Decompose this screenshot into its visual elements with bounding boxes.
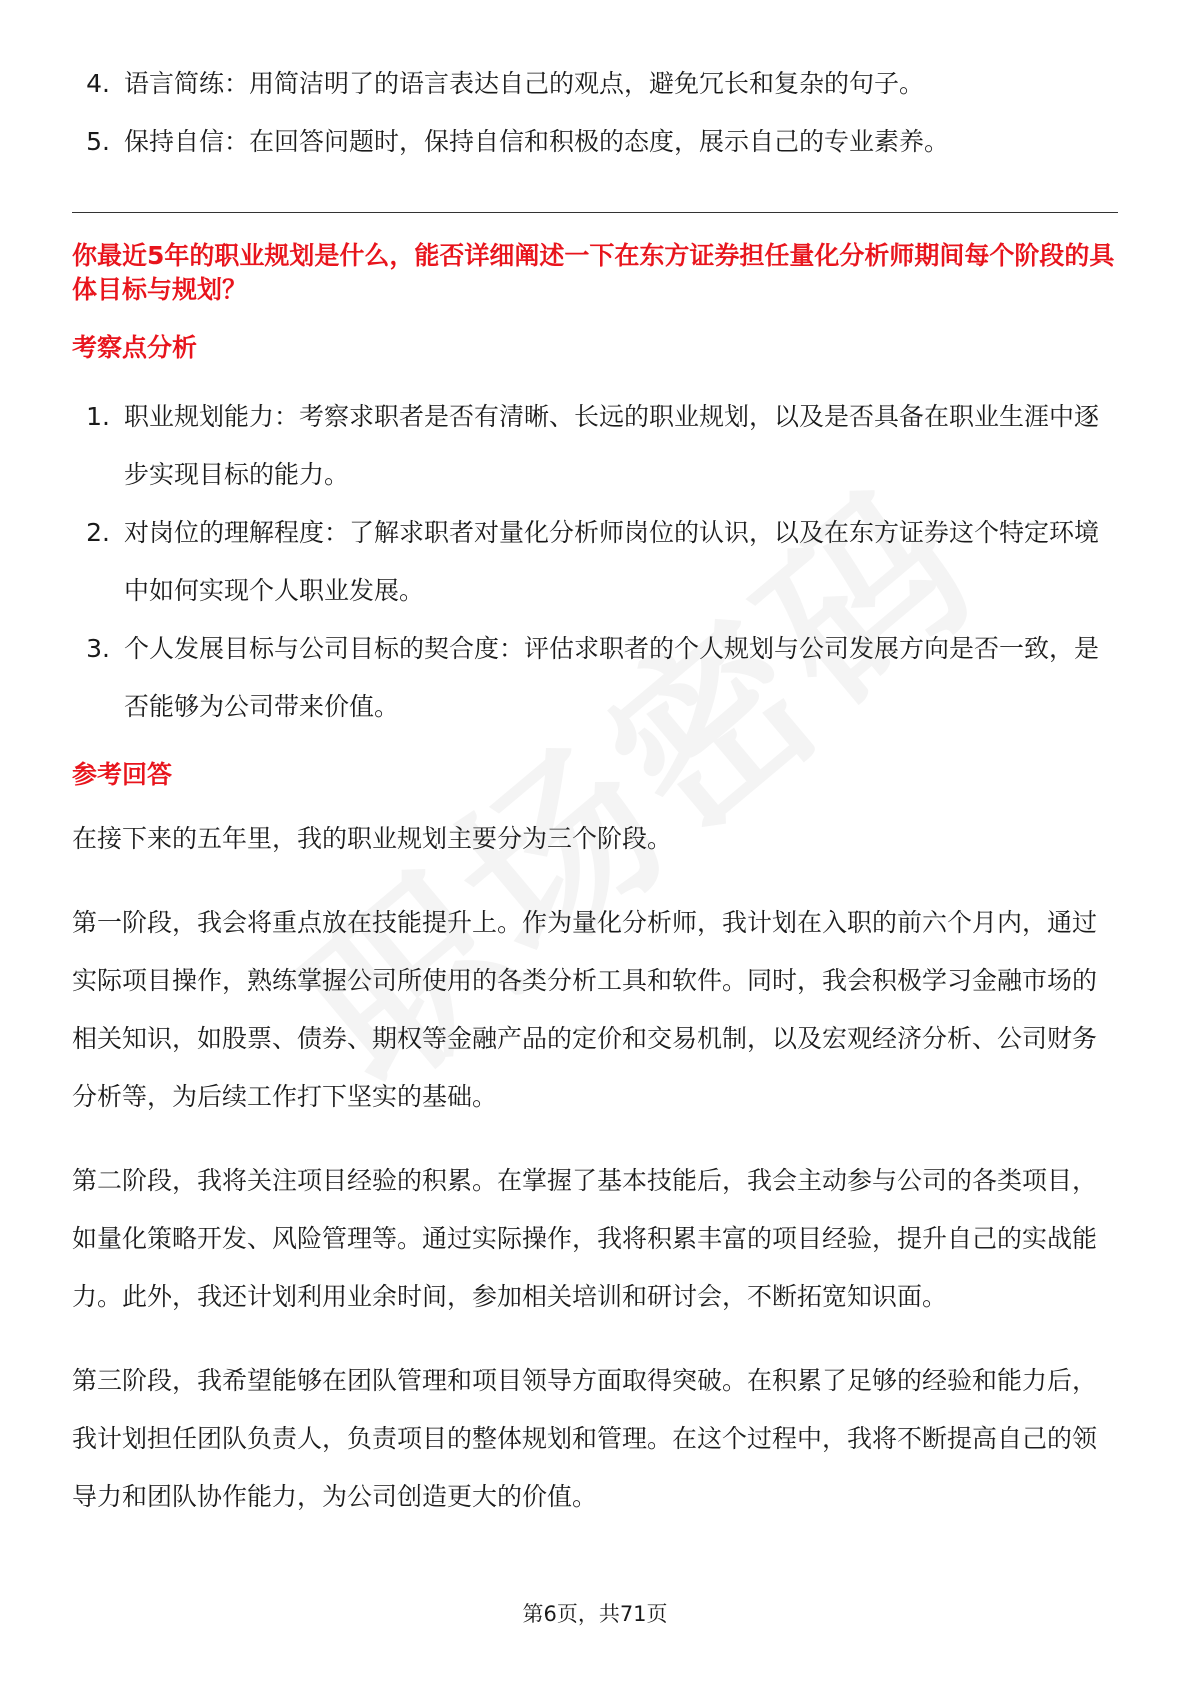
answer-paragraph: 第一阶段，我会将重点放在技能提升上。作为量化分析师，我计划在入职的前六个月内，通过实际项目操作，熟练掌握公司所使用的各类分析工具和软件。同时，我会积极学习金融市场的相关知识，如股票、债券、期权等金融产品的定价和交易机制，以及宏观经济分析、公司财务分析等，为后续工作打下坚实的基础。 <box>72 908 1098 1111</box>
list-text: 保持自信：在回答问题时，保持自信和积极的态度，展示自己的专业素养。 <box>124 127 950 156</box>
list-number: 4. <box>86 69 110 98</box>
list-text: 语言简练：用简洁明了的语言表达自己的观点，避免冗长和复杂的句子。 <box>124 69 925 98</box>
answer-paragraph: 第三阶段，我希望能够在团队管理和项目领导方面取得突破。在积累了足够的经验和能力后，我计划担任团队负责人，负责项目的整体规划和管理。在这个过程中，我将不断提高自己的领导力和团队协作能力，为公司创造更大的价值。 <box>72 1366 1098 1511</box>
list-number: 3. <box>86 634 110 663</box>
list-item <box>72 504 1118 620</box>
list-number: 1. <box>86 402 110 431</box>
list-text: 个人发展目标与公司目标的契合度：评估求职者的个人规划与公司发展方向是否一致，是否能够为公司带来价值。 <box>124 634 1100 721</box>
list-text: 职业规划能力：考察求职者是否有清晰、长远的职业规划，以及是否具备在职业生涯中逐步实现目标的能力。 <box>124 402 1100 489</box>
answer-title: 参考回答 <box>72 760 173 789</box>
list-item <box>72 620 1118 736</box>
answer-paragraph: 在接下来的五年里，我的职业规划主要分为三个阶段。 <box>72 824 673 853</box>
divider <box>72 212 1118 213</box>
list-item <box>72 113 1118 171</box>
list-item <box>72 55 1118 113</box>
page-content <box>72 55 1118 1526</box>
list-number: 5. <box>86 127 110 156</box>
question-heading: 你最近5年的职业规划是什么，能否详细阐述一下在东方证券担任量化分析师期间每个阶段的具体目标与规划？ <box>72 241 1115 304</box>
page-number: 第6页，共71页 <box>522 1602 668 1626</box>
top-list <box>72 55 1118 171</box>
list-item <box>72 388 1118 504</box>
list-number: 2. <box>86 518 110 547</box>
analysis-list <box>72 388 1118 736</box>
list-text: 对岗位的理解程度：了解求职者对量化分析师岗位的认识，以及在东方证券这个特定环境中如何实现个人职业发展。 <box>124 518 1100 605</box>
answer-paragraph: 第二阶段，我将关注项目经验的积累。在掌握了基本技能后，我会主动参与公司的各类项目，如量化策略开发、风险管理等。通过实际操作，我将积累丰富的项目经验，提升自己的实战能力。此外，我还计划利用业余时间，参加相关培训和研讨会，不断拓宽知识面。 <box>72 1166 1098 1311</box>
analysis-title: 考察点分析 <box>72 333 198 362</box>
